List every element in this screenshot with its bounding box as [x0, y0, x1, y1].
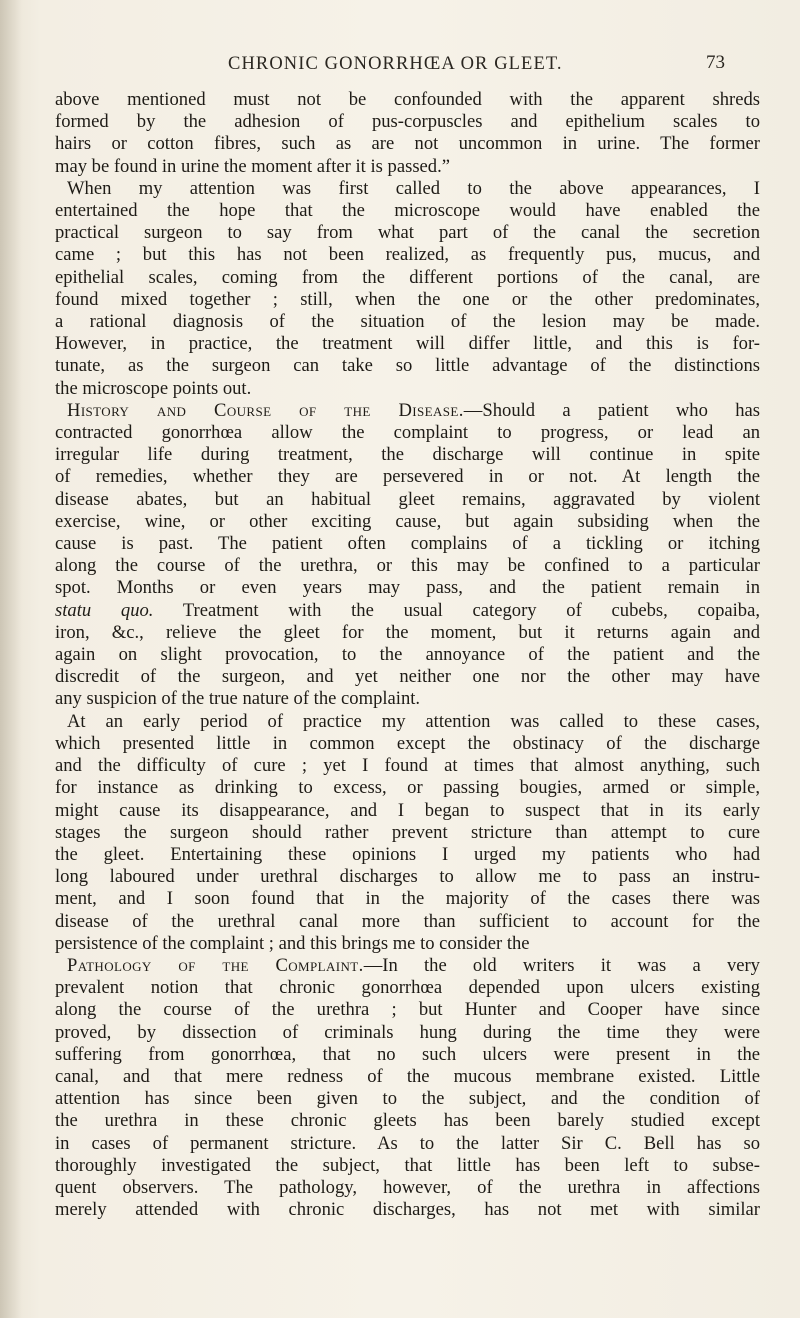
- text-line: practical surgeon to say from what part of the canal the secretion: [55, 222, 760, 244]
- section-heading-pathology: Pathology of the Complaint.: [67, 954, 364, 976]
- text-line-part: Treatment with the usual category of cubebs, copaiba,: [182, 599, 760, 621]
- text-line: long laboured under urethral discharges to allow me to pass an instru-: [55, 866, 760, 888]
- running-head: [0, 54, 800, 80]
- text-line: along the course of the urethra, or this may be confined to a particular: [55, 555, 760, 577]
- text-line: again on slight provocation, to the annoyance of the patient and the: [55, 644, 760, 666]
- text-line: discredit of the surgeon, and yet neither one nor the other may have: [55, 666, 760, 688]
- text-line: found mixed together ; still, when the one or the other predominates,: [55, 288, 760, 310]
- text-line: At an early period of practice my attention was called to these cases,: [67, 710, 760, 732]
- text-line: a rational diagnosis of the situation of the lesion may be made.: [55, 311, 760, 333]
- text-line: hairs or cotton fibres, such as are not uncommon in urine. The former: [55, 133, 760, 155]
- text-line: entertained the hope that the microscope would have enabled the: [55, 200, 760, 222]
- section-heading-history: History and Course of the Disease.: [67, 399, 464, 421]
- text-line: the microscope points out.: [55, 377, 252, 399]
- page-number: 73: [706, 52, 725, 73]
- text-line: spot. Months or even years may pass, and the patient remain in: [55, 577, 760, 599]
- section-heading-line: [55, 400, 760, 422]
- text-line: of remedies, whether they are persevered in or not. At length the: [55, 466, 760, 488]
- text-line: contracted gonorrhœa allow the complaint to progress, or lead an: [55, 422, 760, 444]
- section-heading-line: [55, 955, 760, 977]
- text-line: any suspicion of the true nature of the complaint.: [55, 688, 421, 710]
- italic-phrase-statu-quo: statu quo.: [55, 599, 154, 621]
- text-line: cause is past. The patient often complains of a tickling or itching: [55, 533, 760, 555]
- text-line: disease abates, but an habitual gleet remains, aggravated by violent: [55, 488, 760, 510]
- text-line: may be found in urine the moment after it is passed.”: [55, 155, 451, 177]
- body-text: [55, 89, 760, 1221]
- text-line: ment, and I soon found that in the majority of the cases there was: [55, 888, 760, 910]
- text-line: along the course of the urethra ; but Hunter and Cooper have since: [55, 999, 760, 1021]
- text-line: in cases of permanent stricture. As to the latter Sir C. Bell has so: [55, 1132, 760, 1154]
- text-line: thoroughly investigated the subject, that little has been left to subse-: [55, 1154, 760, 1176]
- text-line: the urethra in these chronic gleets has been barely studied except: [55, 1110, 760, 1132]
- text-line: exercise, wine, or other exciting cause, but again subsiding when the: [55, 510, 760, 532]
- text-line: attention has since been given to the subject, and the condition of: [55, 1088, 760, 1110]
- text-line: epithelial scales, coming from the different portions of the canal, are: [55, 266, 760, 288]
- text-line: which presented little in common except the obstinacy of the discharge: [55, 732, 760, 754]
- text-line: disease of the urethral canal more than sufficient to account for the: [55, 910, 760, 932]
- text-line-mixed: [55, 600, 760, 622]
- text-line: However, in practice, the treatment will differ little, and this is for-: [55, 333, 760, 355]
- text-line: canal, and that mere redness of the mucous membrane existed. Little: [55, 1065, 760, 1087]
- text-line: irregular life during treatment, the discharge will continue in spite: [55, 444, 760, 466]
- text-line: prevalent notion that chronic gonorrhœa depended upon ulcers existing: [55, 977, 760, 999]
- text-line: tunate, as the surgeon can take so little advantage of the distinctions: [55, 355, 760, 377]
- text-line: the gleet. Entertaining these opinions I urged my patients who had: [55, 843, 760, 865]
- text-line-part: —In the old writers it was a very: [363, 954, 760, 976]
- text-line: iron, &c., relieve the gleet for the moment, but it returns again and: [55, 621, 760, 643]
- running-title: CHRONIC GONORRHŒA OR GLEET.: [228, 54, 563, 74]
- text-line: proved, by dissection of criminals hung during the time they were: [55, 1021, 760, 1043]
- text-line: quent observers. The pathology, however, of the urethra in affections: [55, 1176, 760, 1198]
- text-line: suffering from gonorrhœa, that no such ulcers were present in the: [55, 1043, 760, 1065]
- text-line: above mentioned must not be confounded with the apparent shreds: [55, 89, 760, 110]
- text-line: might cause its disappearance, and I began to suspect that in its early: [55, 799, 760, 821]
- text-line: stages the surgeon should rather prevent stricture than attempt to cure: [55, 821, 760, 843]
- text-line: When my attention was first called to the above appearances, I: [67, 177, 760, 199]
- text-line-part: —Should a patient who has: [463, 399, 760, 421]
- text-line: formed by the adhesion of pus-corpuscles and epithelium scales to: [55, 111, 760, 133]
- text-line: merely attended with chronic discharges, has not met with similar: [55, 1199, 760, 1221]
- text-line: and the difficulty of cure ; yet I found at times that almost anything, such: [55, 755, 760, 777]
- gutter-shadow: [0, 0, 22, 1318]
- text-line: for instance as drinking to excess, or passing bougies, armed or simple,: [55, 777, 760, 799]
- text-line: persistence of the complaint ; and this brings me to consider the: [55, 932, 530, 954]
- text-line: came ; but this has not been realized, as frequently pus, mucus, and: [55, 244, 760, 266]
